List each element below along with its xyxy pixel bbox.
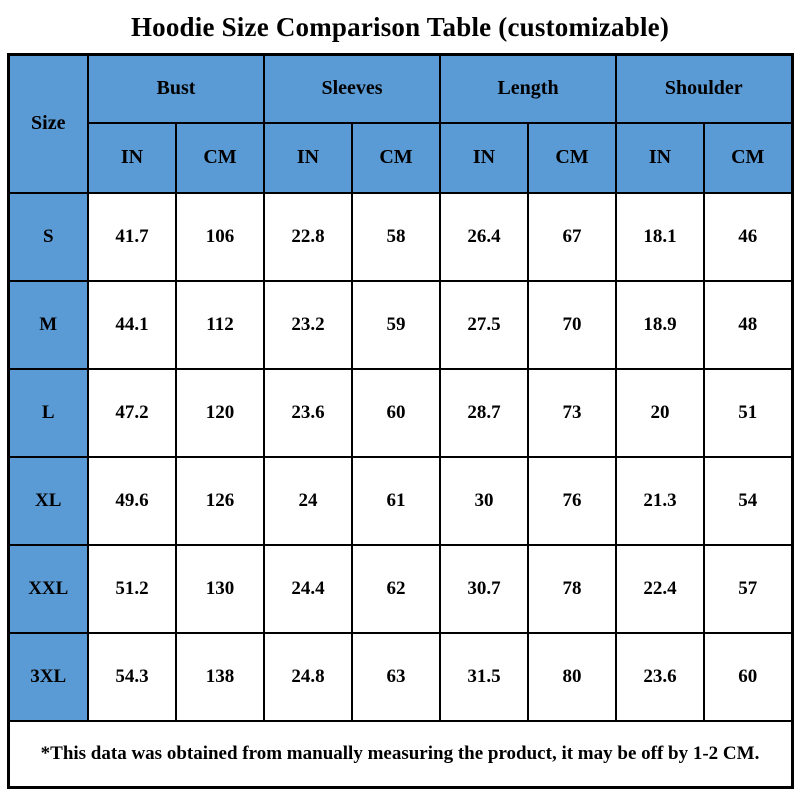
value-cell: 31.5 [440, 633, 528, 721]
table-row-m [8, 281, 792, 369]
value-cell: 112 [176, 281, 264, 369]
unit-header-shoulder-cm: CM [704, 123, 792, 193]
value-cell: 30.7 [440, 545, 528, 633]
unit-header-bust-cm: CM [176, 123, 264, 193]
value-cell: 80 [528, 633, 616, 721]
size-cell: 3XL [8, 633, 88, 721]
value-cell: 23.6 [264, 369, 352, 457]
value-cell: 60 [704, 633, 792, 721]
table-row-xl [8, 457, 792, 545]
size-column-header: Size [8, 55, 88, 193]
value-cell: 78 [528, 545, 616, 633]
value-cell: 120 [176, 369, 264, 457]
group-header-sleeves: Sleeves [264, 55, 440, 123]
footnote-row [8, 721, 792, 788]
group-header-shoulder: Shoulder [616, 55, 792, 123]
value-cell: 41.7 [88, 193, 176, 281]
value-cell: 24 [264, 457, 352, 545]
value-cell: 54.3 [88, 633, 176, 721]
value-cell: 106 [176, 193, 264, 281]
value-cell: 23.6 [616, 633, 704, 721]
value-cell: 18.9 [616, 281, 704, 369]
value-cell: 47.2 [88, 369, 176, 457]
group-header-length: Length [440, 55, 616, 123]
value-cell: 59 [352, 281, 440, 369]
page-title: Hoodie Size Comparison Table (customizable) [130, 12, 670, 42]
unit-header-bust-in: IN [88, 123, 176, 193]
value-cell: 58 [352, 193, 440, 281]
page [0, 12, 800, 812]
table-row-s [8, 193, 792, 281]
value-cell: 70 [528, 281, 616, 369]
unit-header-length-in: IN [440, 123, 528, 193]
value-cell: 51.2 [88, 545, 176, 633]
unit-header-row [8, 123, 792, 193]
value-cell: 49.6 [88, 457, 176, 545]
size-comparison-table [7, 53, 794, 789]
group-header-bust: Bust [88, 55, 264, 123]
value-cell: 27.5 [440, 281, 528, 369]
unit-header-sleeves-in: IN [264, 123, 352, 193]
value-cell: 76 [528, 457, 616, 545]
value-cell: 60 [352, 369, 440, 457]
value-cell: 73 [528, 369, 616, 457]
value-cell: 48 [704, 281, 792, 369]
value-cell: 18.1 [616, 193, 704, 281]
table-row-l [8, 369, 792, 457]
value-cell: 28.7 [440, 369, 528, 457]
value-cell: 67 [528, 193, 616, 281]
size-cell: XXL [8, 545, 88, 633]
value-cell: 24.4 [264, 545, 352, 633]
value-cell: 44.1 [88, 281, 176, 369]
value-cell: 46 [704, 193, 792, 281]
value-cell: 22.8 [264, 193, 352, 281]
value-cell: 54 [704, 457, 792, 545]
unit-header-sleeves-cm: CM [352, 123, 440, 193]
value-cell: 126 [176, 457, 264, 545]
table-row-xxl [8, 545, 792, 633]
value-cell: 21.3 [616, 457, 704, 545]
value-cell: 138 [176, 633, 264, 721]
value-cell: 62 [352, 545, 440, 633]
unit-header-length-cm: CM [528, 123, 616, 193]
value-cell: 51 [704, 369, 792, 457]
value-cell: 20 [616, 369, 704, 457]
unit-header-shoulder-in: IN [616, 123, 704, 193]
value-cell: 23.2 [264, 281, 352, 369]
value-cell: 26.4 [440, 193, 528, 281]
size-cell: S [8, 193, 88, 281]
value-cell: 57 [704, 545, 792, 633]
value-cell: 63 [352, 633, 440, 721]
value-cell: 30 [440, 457, 528, 545]
value-cell: 24.8 [264, 633, 352, 721]
size-cell: L [8, 369, 88, 457]
group-header-row [8, 55, 792, 123]
table-row-3xl [8, 633, 792, 721]
size-cell: XL [8, 457, 88, 545]
value-cell: 22.4 [616, 545, 704, 633]
value-cell: 61 [352, 457, 440, 545]
footnote: *This data was obtained from manually measuring the product, it may be off by 1-2 CM. [8, 721, 792, 788]
value-cell: 130 [176, 545, 264, 633]
size-cell: M [8, 281, 88, 369]
